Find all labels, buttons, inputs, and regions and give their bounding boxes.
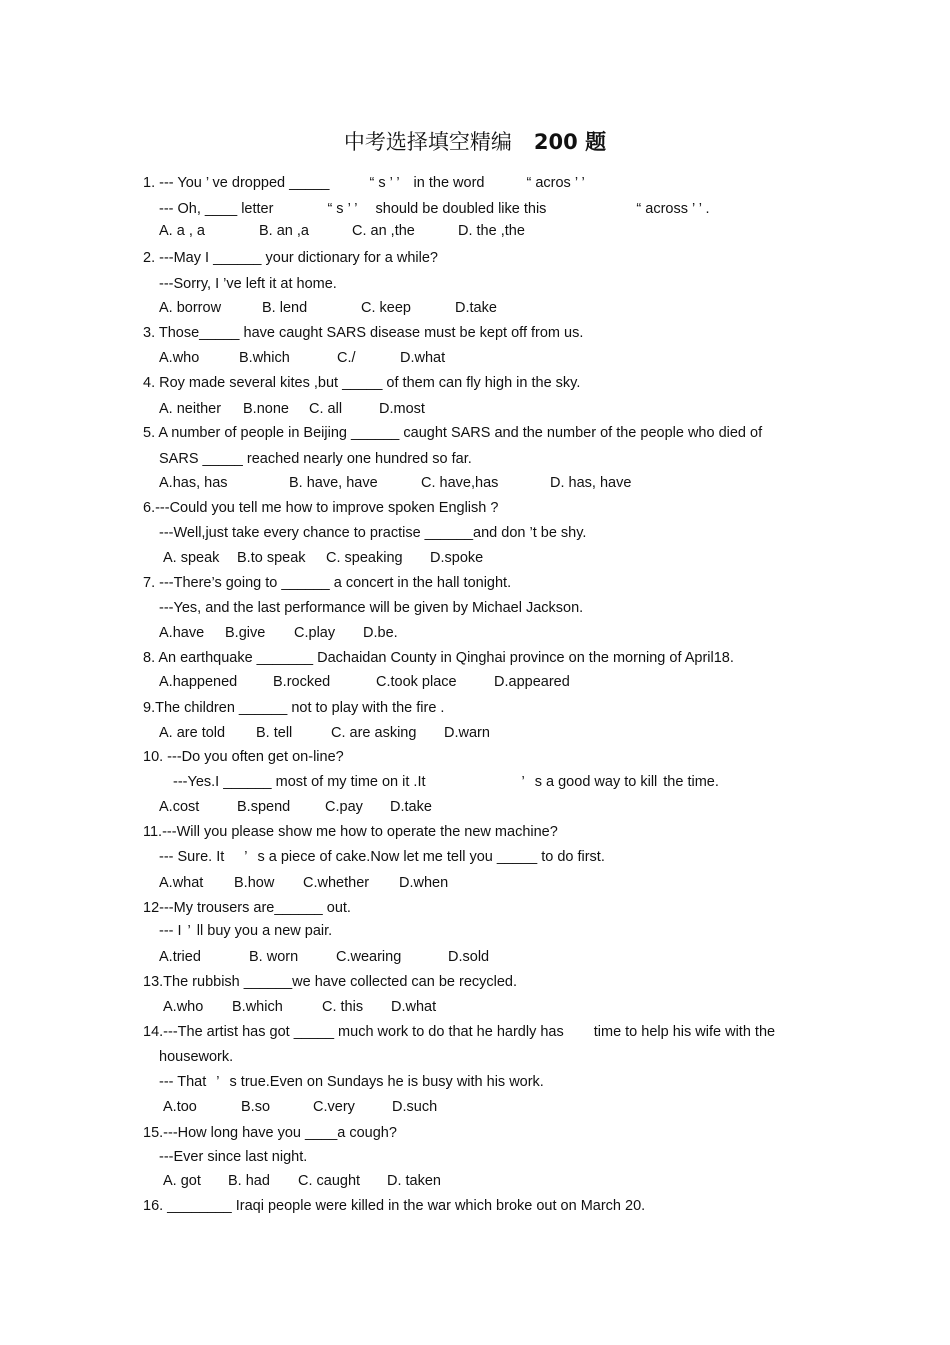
q8-option-a[interactable]: A.happened	[159, 674, 238, 690]
q4-option-a[interactable]: A. neither	[159, 401, 222, 417]
q6-option-d[interactable]: D.spoke	[430, 550, 484, 566]
q12-text-c: ll buy you a new pair.	[196, 923, 333, 939]
q1-line1	[143, 174, 585, 192]
q14-text-c: --- That	[159, 1074, 207, 1090]
q10-text-a: ---Yes.I ______ most of my time on it .It	[173, 774, 426, 790]
q3-options	[159, 349, 445, 367]
q9-options	[159, 724, 490, 742]
page-title	[0, 126, 950, 156]
q6-option-a[interactable]: A. speak	[163, 550, 220, 566]
q14-text-d: ’	[216, 1074, 220, 1090]
q1-option-c[interactable]: C. an ,the	[352, 223, 415, 239]
q12-options	[159, 948, 489, 966]
q15-option-b[interactable]: B. had	[228, 1173, 270, 1189]
q1-text-d: in the word	[413, 175, 485, 191]
q1-text-a: 1. --- You	[143, 175, 202, 191]
q5-line1: 5. A number of people in Beijing ______ caught SARS and the number of the people who died of	[143, 425, 763, 441]
q2-line2: ---Sorry, I ’ve left it at home.	[159, 276, 337, 292]
q12-option-b[interactable]: B. worn	[249, 949, 299, 965]
q8-option-c[interactable]: C.took place	[376, 674, 457, 690]
q11-text-c: s a piece	[257, 849, 316, 865]
q10-text-b: ’	[521, 774, 525, 790]
q1-option-a[interactable]: A. a , a	[159, 223, 205, 239]
q1-option-d[interactable]: D. the ,the	[458, 223, 525, 239]
q9-option-a[interactable]: A. are told	[159, 725, 226, 741]
q1-text-e: “ acros ’ ’	[526, 175, 585, 191]
q15-line2: ---Ever since last night.	[159, 1149, 308, 1165]
q1-text-f: --- Oh, ____ letter	[159, 201, 274, 217]
q1-text-h: should be doubled like this	[375, 201, 547, 217]
q16-line1: 16. ________ Iraqi people were killed in the war which broke out on March 20.	[143, 1198, 646, 1214]
q9-option-d[interactable]: D.warn	[444, 725, 490, 741]
q5-option-d[interactable]: D. has, have	[550, 475, 632, 491]
q11-line1: 11.---Will you please show me how to operate the new machine?	[143, 824, 558, 840]
q6-line2: ---Well,just take every chance to practise ______and don ’t be shy.	[159, 525, 587, 541]
q11-text-b: ’	[244, 849, 248, 865]
q4-options	[159, 400, 425, 418]
q7-line1: 7. ---There’s going to ______ a concert in the hall tonight.	[143, 575, 512, 591]
q15-option-d[interactable]: D. taken	[387, 1173, 441, 1189]
q14-option-a[interactable]: A.too	[163, 1099, 197, 1115]
q13-option-d[interactable]: D.what	[391, 999, 437, 1015]
q4-option-d[interactable]: D.most	[379, 401, 425, 417]
q14-options	[163, 1098, 437, 1116]
q1-option-b[interactable]: B. an ,a	[259, 223, 309, 239]
q6-option-c[interactable]: C. speaking	[326, 550, 403, 566]
q12-option-c[interactable]: C.wearing	[336, 949, 402, 965]
q4-line1: 4. Roy made several kites ,but _____ of them can fly high in the sky.	[143, 375, 581, 391]
q6-line1: 6.---Could you tell me how to improve spoken English ?	[143, 500, 499, 516]
q10-option-a[interactable]: A.cost	[159, 799, 200, 815]
q10-option-b[interactable]: B.spend	[237, 799, 291, 815]
q1-line2	[159, 200, 709, 218]
q2-option-c[interactable]: C. keep	[361, 300, 411, 316]
q13-line1: 13.The rubbish ______we have collected can be recycled.	[143, 974, 518, 990]
q2-option-b[interactable]: B. lend	[262, 300, 308, 316]
q8-option-b[interactable]: B.rocked	[273, 674, 331, 690]
q12-text-b: ’	[187, 923, 191, 939]
q10-line1: 10. ---Do you often get on-line?	[143, 749, 344, 765]
q10-option-d[interactable]: D.take	[390, 799, 432, 815]
q7-options	[159, 624, 398, 642]
q13-option-b[interactable]: B.which	[232, 999, 283, 1015]
q3-line1: 3. Those_____ have caught SARS disease must be kept off from us.	[143, 325, 584, 341]
q4-option-c[interactable]: C. all	[309, 401, 343, 417]
q1-options	[159, 222, 525, 240]
q7-option-d[interactable]: D.be.	[363, 625, 398, 641]
q8-option-d[interactable]: D.appeared	[494, 674, 570, 690]
q11-option-b[interactable]: B.how	[234, 875, 275, 891]
q10-option-c[interactable]: C.pay	[325, 799, 363, 815]
q1-text-b: ’ ve dropped _____	[205, 175, 330, 191]
q13-option-a[interactable]: A.who	[163, 999, 204, 1015]
q10-text-c: s a good way to kill	[534, 774, 658, 790]
q14-text-e: s true.Even on Sundays he is busy with his work.	[229, 1074, 544, 1090]
q14-text-a: 14.---The artist has got _____ much work to do that he hardly has	[143, 1024, 564, 1040]
q15-options	[163, 1172, 441, 1190]
title-number: 200 题	[533, 130, 607, 154]
q14-line2: housework.	[159, 1049, 234, 1065]
q14-option-d[interactable]: D.such	[392, 1099, 438, 1115]
q7-line2: ---Yes, and the last performance will be given by Michael Jackson.	[159, 600, 584, 616]
q15-line1: 15.---How long have you ____a cough?	[143, 1125, 397, 1141]
q9-option-c[interactable]: C. are asking	[331, 725, 417, 741]
q1-text-i: “ across ’ ’ .	[636, 201, 710, 217]
q11-text-a: --- Sure. It	[159, 849, 225, 865]
q14-line1	[143, 1023, 775, 1041]
q3-option-b[interactable]: B.which	[239, 350, 290, 366]
q11-option-d[interactable]: D.when	[399, 875, 449, 891]
q7-option-c[interactable]: C.play	[294, 625, 336, 641]
q3-option-a[interactable]: A.who	[159, 350, 200, 366]
q5-option-b[interactable]: B. have, have	[289, 475, 378, 491]
q2-option-a[interactable]: A. borrow	[159, 300, 222, 316]
q10-text-d: the time.	[663, 774, 719, 790]
q11-option-c[interactable]: C.whether	[303, 875, 370, 891]
q12-option-a[interactable]: A.tried	[159, 949, 201, 965]
q3-option-d[interactable]: D.what	[400, 350, 446, 366]
q1-text-g: “ s ’ ’	[327, 201, 358, 217]
q5-options	[159, 474, 631, 492]
title-text: 中考选择填空精编	[343, 130, 512, 154]
q12-line1: 12---My trousers are______ out.	[143, 900, 351, 916]
q12-text-a: --- I	[159, 923, 182, 939]
q11-text-d: of cake.Now let me tell you _____ to do first.	[319, 849, 605, 865]
q3-option-c[interactable]: C./	[337, 350, 356, 366]
q8-line1: 8. An earthquake _______ Dachaidan County in Qinghai province on the morning of April18.	[143, 650, 734, 666]
q1-text-c: “ s ’ ’	[369, 175, 400, 191]
q9-option-b[interactable]: B. tell	[256, 725, 293, 741]
q8-options	[159, 673, 570, 691]
q5-option-a[interactable]: A.has, has	[159, 475, 228, 491]
q2-options	[159, 299, 497, 317]
q12-option-d[interactable]: D.sold	[448, 949, 490, 965]
q14-option-c[interactable]: C.very	[313, 1099, 355, 1115]
q14-text-b: time to help his wife with the	[593, 1024, 776, 1040]
q11-line2	[159, 848, 605, 866]
q2-line1: 2. ---May I ______ your dictionary for a while?	[143, 250, 438, 266]
q6-options	[163, 549, 483, 567]
q10-line2	[173, 773, 719, 791]
q15-option-c[interactable]: C. caught	[298, 1173, 361, 1189]
q5-option-c[interactable]: C. have,has	[421, 475, 499, 491]
q14-option-b[interactable]: B.so	[241, 1099, 271, 1115]
q11-options	[159, 874, 448, 892]
q13-options	[163, 998, 436, 1016]
q13-option-c[interactable]: C. this	[322, 999, 364, 1015]
q10-options	[159, 798, 432, 816]
q6-option-b[interactable]: B.to speak	[237, 550, 306, 566]
q7-option-a[interactable]: A.have	[159, 625, 205, 641]
q11-option-a[interactable]: A.what	[159, 875, 204, 891]
q9-line1: 9.The children ______ not to play with the fire .	[143, 700, 445, 716]
q4-option-b[interactable]: B.none	[243, 401, 289, 417]
q7-option-b[interactable]: B.give	[225, 625, 266, 641]
q5-line2: SARS _____ reached nearly one hundred so far.	[159, 451, 472, 467]
q12-line2	[159, 922, 332, 940]
q14-line3	[159, 1073, 544, 1091]
q15-option-a[interactable]: A. got	[163, 1173, 201, 1189]
q2-option-d[interactable]: D.take	[455, 300, 497, 316]
